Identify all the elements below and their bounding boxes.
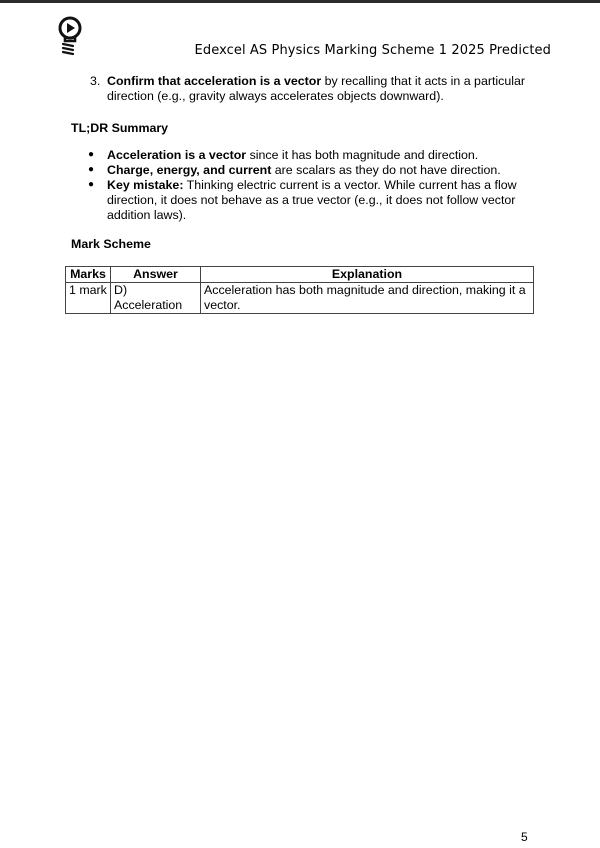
table-row <box>66 282 534 313</box>
column-header-answer: Answer <box>111 267 201 283</box>
cell-answer: D) Acceleration <box>111 282 201 313</box>
step-bold-text: Confirm that acceleration is a vector <box>107 74 322 88</box>
tldr-heading: TL;DR Summary <box>71 120 169 135</box>
bullet-icon: ● <box>88 164 95 176</box>
page-number: 5 <box>521 830 528 844</box>
list-item-bold: Acceleration is a vector <box>107 148 247 163</box>
list-item-bold: Key mistake: <box>107 177 184 192</box>
list-item-text: are scalars as they do not have direction. <box>271 163 501 178</box>
tldr-list <box>71 148 541 222</box>
bullet-icon: ● <box>88 178 95 190</box>
step-item <box>90 74 541 104</box>
list-item-text: Thinking electric current is a vector. While current has a flow direction, it does not behave as a true vector (e.g., it does not follow vector addition laws). <box>107 177 517 222</box>
step-text <box>107 74 541 104</box>
top-border <box>0 0 600 3</box>
list-item <box>88 148 541 163</box>
page-content <box>71 74 541 314</box>
step-number: 3. <box>90 74 101 88</box>
column-header-explanation: Explanation <box>201 267 534 283</box>
list-item <box>88 178 541 222</box>
bullet-icon: ● <box>88 149 95 161</box>
list-item <box>88 163 541 178</box>
mark-scheme-heading: Mark Scheme <box>71 237 151 252</box>
header-title: Edexcel AS Physics Marking Scheme 1 2025 Predicted <box>194 43 551 58</box>
cell-marks: 1 mark <box>66 282 111 313</box>
mark-scheme-table <box>65 266 534 313</box>
list-item-bold: Charge, energy, and current <box>107 163 272 178</box>
step-body-text: by recalling that it acts in a particular direction (e.g., gravity always accelerates objects downward). <box>107 74 526 103</box>
column-header-marks: Marks <box>66 267 111 283</box>
list-item-text: since it has both magnitude and direction. <box>246 148 479 163</box>
table-header-row <box>66 267 534 283</box>
lightbulb-play-icon <box>56 16 86 58</box>
cell-explanation: Acceleration has both magnitude and direction, making it a vector. <box>201 282 534 313</box>
